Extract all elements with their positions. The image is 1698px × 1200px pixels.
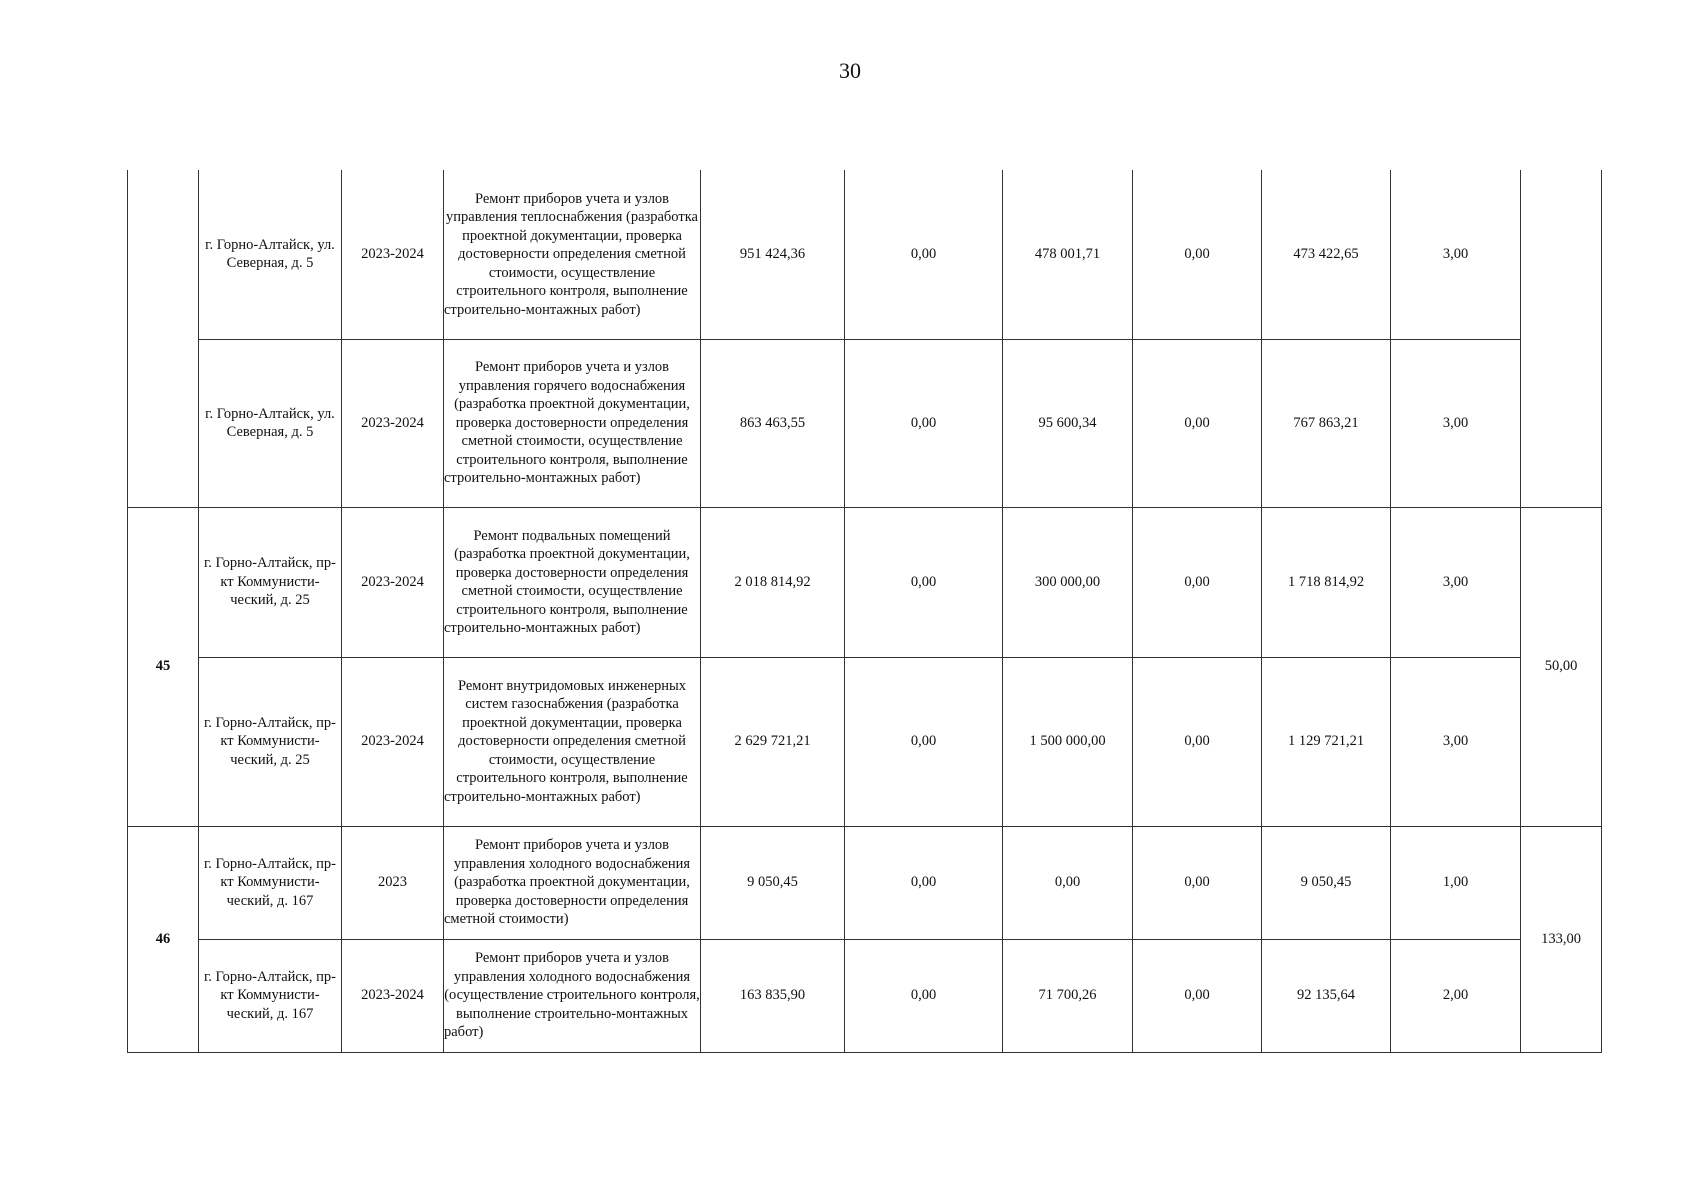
- period-cell: 2023-2024: [342, 507, 444, 657]
- cost-column-c-cell: 0,00: [1133, 339, 1262, 507]
- cost-column-a-cell: 0,00: [845, 339, 1003, 507]
- cost-column-c-cell: 0,00: [1133, 657, 1262, 826]
- column-e-cell: 2,00: [1391, 939, 1521, 1052]
- cost-column-a-cell: 0,00: [845, 657, 1003, 826]
- work-description-cell: Ремонт подвальных помещений (разработка проектной документации, проверка достоверности определения сметной стоимости, осуществление строительного контроля, выполнение строительно-монтажных работ): [444, 507, 701, 657]
- cost-total-cell: 2 629 721,21: [701, 657, 845, 826]
- table-row: [128, 507, 1602, 657]
- cost-total-cell: 2 018 814,92: [701, 507, 845, 657]
- cost-column-d-cell: 92 135,64: [1262, 939, 1391, 1052]
- item-number-cell: 45: [128, 507, 199, 826]
- cost-column-c-cell: 0,00: [1133, 507, 1262, 657]
- address-cell: г. Горно-Алтайск, пр-кт Коммунисти-ческий, д. 167: [199, 826, 342, 939]
- cost-column-d-cell: 1 129 721,21: [1262, 657, 1391, 826]
- cost-column-b-cell: 71 700,26: [1003, 939, 1133, 1052]
- cost-column-b-cell: 95 600,34: [1003, 339, 1133, 507]
- page-number: 30: [839, 58, 861, 83]
- work-description-cell: Ремонт внутридомовых инженерных систем газоснабжения (разработка проектной документации, проверка достоверности определения сметной стоимости, осуществление строительного контроля, выполнение строительно-монтажных работ): [444, 657, 701, 826]
- group-total-cell: 50,00: [1521, 507, 1602, 826]
- cost-total-cell: 9 050,45: [701, 826, 845, 939]
- works-table: [127, 170, 1602, 1053]
- cost-column-d-cell: 9 050,45: [1262, 826, 1391, 939]
- cost-column-a-cell: 0,00: [845, 507, 1003, 657]
- table-row: [128, 939, 1602, 1052]
- work-description-cell: Ремонт приборов учета и узлов управления холодного водоснабжения (осуществление строительного контроля, выполнение строительно-монтажных работ): [444, 939, 701, 1052]
- cost-column-d-cell: 473 422,65: [1262, 170, 1391, 339]
- table-row: [128, 339, 1602, 507]
- item-number-cell: 46: [128, 826, 199, 1052]
- column-e-cell: 3,00: [1391, 507, 1521, 657]
- column-e-cell: 1,00: [1391, 826, 1521, 939]
- work-description-cell: Ремонт приборов учета и узлов управления горячего водоснабжения (разработка проектной документации, проверка достоверности определения сметной стоимости, осуществление строительного контроля, выполнение строительно-монтажных работ): [444, 339, 701, 507]
- column-e-cell: 3,00: [1391, 657, 1521, 826]
- cost-column-a-cell: 0,00: [845, 939, 1003, 1052]
- cost-column-b-cell: 478 001,71: [1003, 170, 1133, 339]
- cost-column-d-cell: 767 863,21: [1262, 339, 1391, 507]
- cost-column-a-cell: 0,00: [845, 170, 1003, 339]
- cost-column-b-cell: 1 500 000,00: [1003, 657, 1133, 826]
- cost-column-b-cell: 300 000,00: [1003, 507, 1133, 657]
- cost-column-a-cell: 0,00: [845, 826, 1003, 939]
- address-cell: г. Горно-Алтайск, пр-кт Коммунисти-ческий, д. 25: [199, 657, 342, 826]
- group-total-cell: [1521, 170, 1602, 507]
- column-e-cell: 3,00: [1391, 170, 1521, 339]
- table-row: [128, 170, 1602, 339]
- period-cell: 2023: [342, 826, 444, 939]
- cost-column-c-cell: 0,00: [1133, 939, 1262, 1052]
- cost-column-d-cell: 1 718 814,92: [1262, 507, 1391, 657]
- table-row: [128, 826, 1602, 939]
- cost-total-cell: 863 463,55: [701, 339, 845, 507]
- period-cell: 2023-2024: [342, 339, 444, 507]
- cost-column-b-cell: 0,00: [1003, 826, 1133, 939]
- address-cell: г. Горно-Алтайск, ул. Северная, д. 5: [199, 170, 342, 339]
- table-row: [128, 657, 1602, 826]
- work-description-cell: Ремонт приборов учета и узлов управления теплоснабжения (разработка проектной документации, проверка достоверности определения сметной стоимости, осуществление строительного контроля, выполнение строительно-монтажных работ): [444, 170, 701, 339]
- item-number-cell: [128, 170, 199, 507]
- period-cell: 2023-2024: [342, 939, 444, 1052]
- address-cell: г. Горно-Алтайск, пр-кт Коммунисти-ческий, д. 25: [199, 507, 342, 657]
- cost-total-cell: 951 424,36: [701, 170, 845, 339]
- address-cell: г. Горно-Алтайск, пр-кт Коммунисти-ческий, д. 167: [199, 939, 342, 1052]
- group-total-cell: 133,00: [1521, 826, 1602, 1052]
- column-e-cell: 3,00: [1391, 339, 1521, 507]
- cost-column-c-cell: 0,00: [1133, 170, 1262, 339]
- cost-column-c-cell: 0,00: [1133, 826, 1262, 939]
- work-description-cell: Ремонт приборов учета и узлов управления холодного водоснабжения (разработка проектной документации, проверка достоверности определения сметной стоимости): [444, 826, 701, 939]
- address-cell: г. Горно-Алтайск, ул. Северная, д. 5: [199, 339, 342, 507]
- period-cell: 2023-2024: [342, 170, 444, 339]
- period-cell: 2023-2024: [342, 657, 444, 826]
- cost-total-cell: 163 835,90: [701, 939, 845, 1052]
